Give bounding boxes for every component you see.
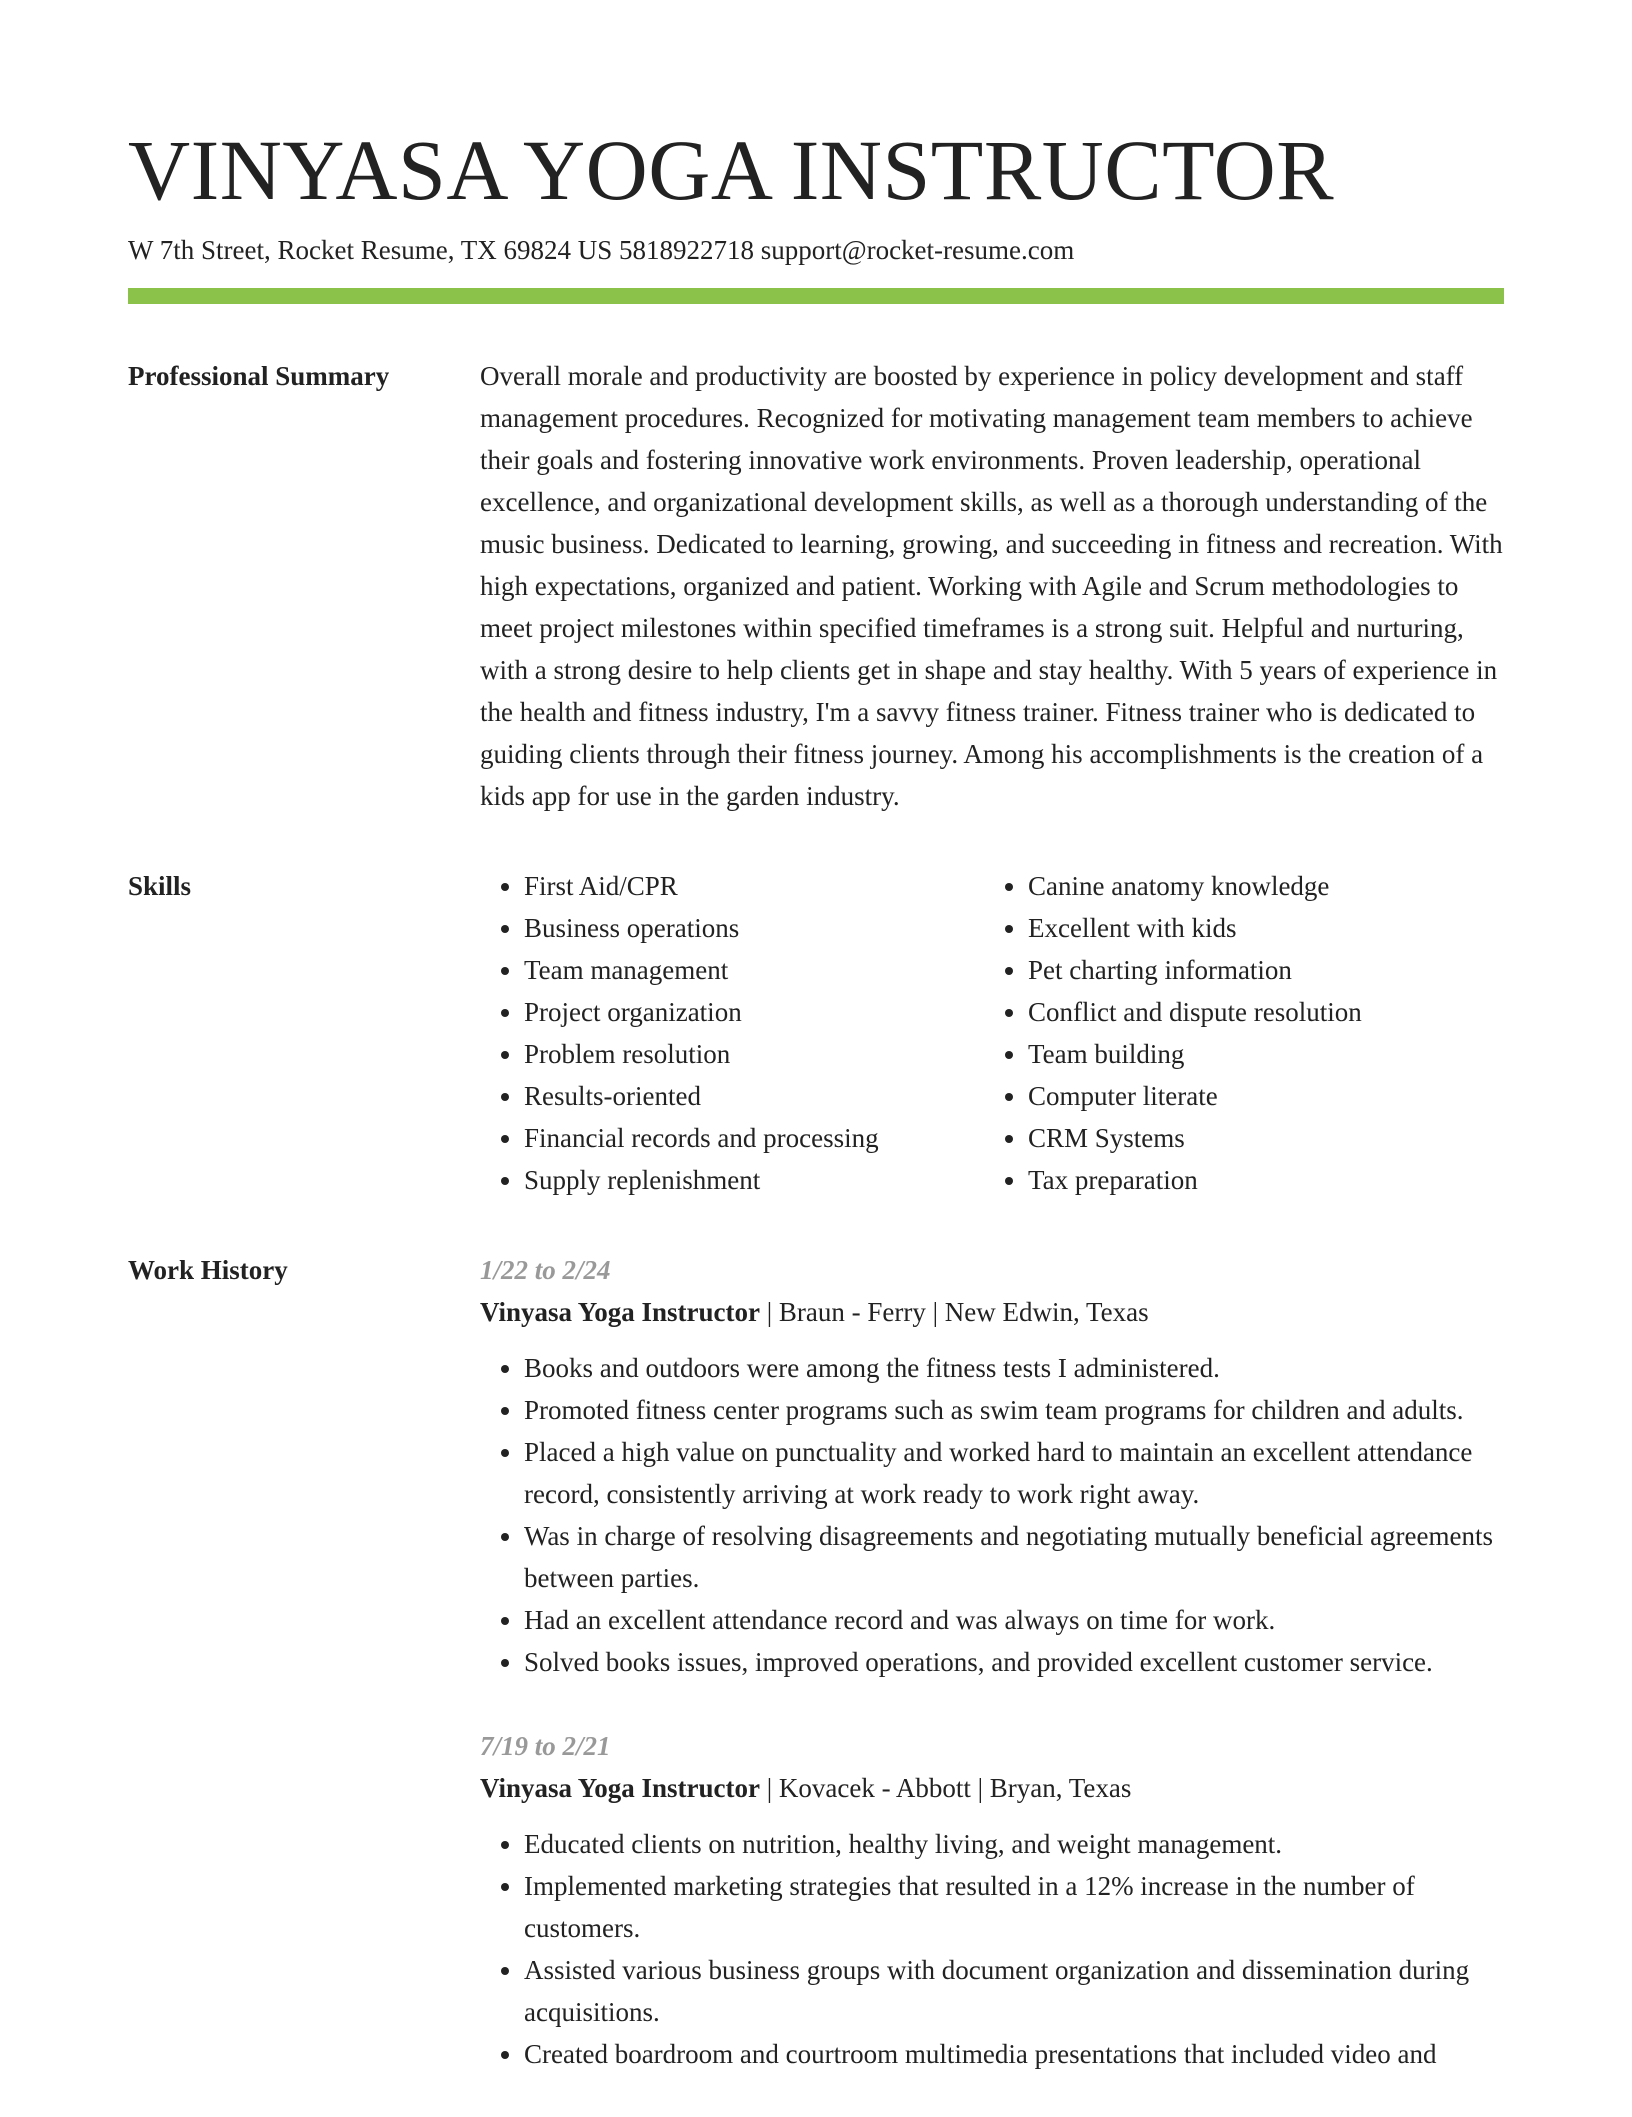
skill-item: • Pet charting information [1028,949,1362,991]
job-employer-location: | Kovacek - Abbott | Bryan, Texas [760,1773,1132,1803]
job-heading [480,1767,1504,1809]
skill-item: • Financial records and processing [524,1117,984,1159]
skill-item: • Tax preparation [1028,1159,1362,1201]
job-dates: 7/19 to 2/21 [480,1731,611,1761]
skill-item: • Business operations [524,907,984,949]
section-label-skills: Skills [128,871,192,901]
skill-item: • Conflict and dispute resolution [1028,991,1362,1033]
job-bullet: • Was in charge of resolving disagreements and negotiating mutually beneficial agreements between parties. [524,1515,1504,1599]
job-bullet: • Created boardroom and courtroom multimedia presentations that included video and [524,2033,1504,2075]
skill-item: • Team building [1028,1033,1362,1075]
skill-item: • Supply replenishment [524,1159,984,1201]
professional-summary-section [128,355,1504,817]
work-history-section [128,1249,1504,2117]
job-heading [480,1291,1504,1333]
resume-name: VINYASA YOGA INSTRUCTOR [128,122,1335,218]
section-label-summary: Professional Summary [128,361,390,391]
job-bullet: • Implemented marketing strategies that resulted in a 12% increase in the number of customers. [524,1865,1504,1949]
job-bullets [480,1823,1504,2075]
resume-page [128,120,1504,2117]
skill-item: • Team management [524,949,984,991]
skill-item: • Problem resolution [524,1033,984,1075]
skill-item: • Project organization [524,991,984,1033]
job-bullets [480,1347,1504,1683]
job-employer-location: | Braun - Ferry | New Edwin, Texas [760,1297,1149,1327]
skills-section [128,865,1504,1201]
section-label-work-history: Work History [128,1255,288,1285]
job-bullet: • Educated clients on nutrition, healthy living, and weight management. [524,1823,1504,1865]
skill-item: • Results-oriented [524,1075,984,1117]
skill-item: • Canine anatomy knowledge [1028,865,1362,907]
contact-line: W 7th Street, Rocket Resume, TX 69824 US 5818922718 support@rocket-resume.com [128,235,1075,265]
job-entry [480,1725,1504,2075]
job-bullet: • Promoted fitness center programs such as swim team programs for children and adults. [524,1389,1504,1431]
job-bullet: • Had an excellent attendance record and was always on time for work. [524,1599,1504,1641]
skill-item: • CRM Systems [1028,1117,1362,1159]
job-title: Vinyasa Yoga Instructor [480,1297,761,1327]
skills-list-right [984,865,1362,1201]
summary-text: Overall morale and productivity are boosted by experience in policy development and staff management procedures. Recognized for motivating management team members to achieve their goals and fostering innovative work environments. Proven leadership, operational excellence, and organizational development skills, as well as a thorough understanding of the music business. Dedicated to learning, growing, and succeeding in fitness and recreation. With high expectations, organized and patient. Working with Agile and Scrum methodologies to meet project milestones within specified timeframes is a strong suit. Helpful and nurturing, with a strong desire to help clients get in shape and stay healthy. With 5 years of experience in the health and fitness industry, I'm a savvy fitness trainer. Fitness trainer who is dedicated to guiding clients through their fitness journey. Among his accomplishments is the creation of a kids app for use in the garden industry. [480,361,1503,811]
job-dates: 1/22 to 2/24 [480,1255,611,1285]
skill-item: • Excellent with kids [1028,907,1362,949]
job-title: Vinyasa Yoga Instructor [480,1773,761,1803]
job-entry [480,1249,1504,1683]
accent-divider [128,288,1504,304]
job-bullet: • Placed a high value on punctuality and worked hard to maintain an excellent attendance record, consistently arriving at work ready to work right away. [524,1431,1504,1515]
skills-list-left [480,865,984,1201]
job-bullet: • Assisted various business groups with document organization and dissemination during acquisitions. [524,1949,1504,2033]
skill-item: • Computer literate [1028,1075,1362,1117]
job-bullet: • Books and outdoors were among the fitness tests I administered. [524,1347,1504,1389]
job-bullet: • Solved books issues, improved operations, and provided excellent customer service. [524,1641,1504,1683]
skill-item: • First Aid/CPR [524,865,984,907]
